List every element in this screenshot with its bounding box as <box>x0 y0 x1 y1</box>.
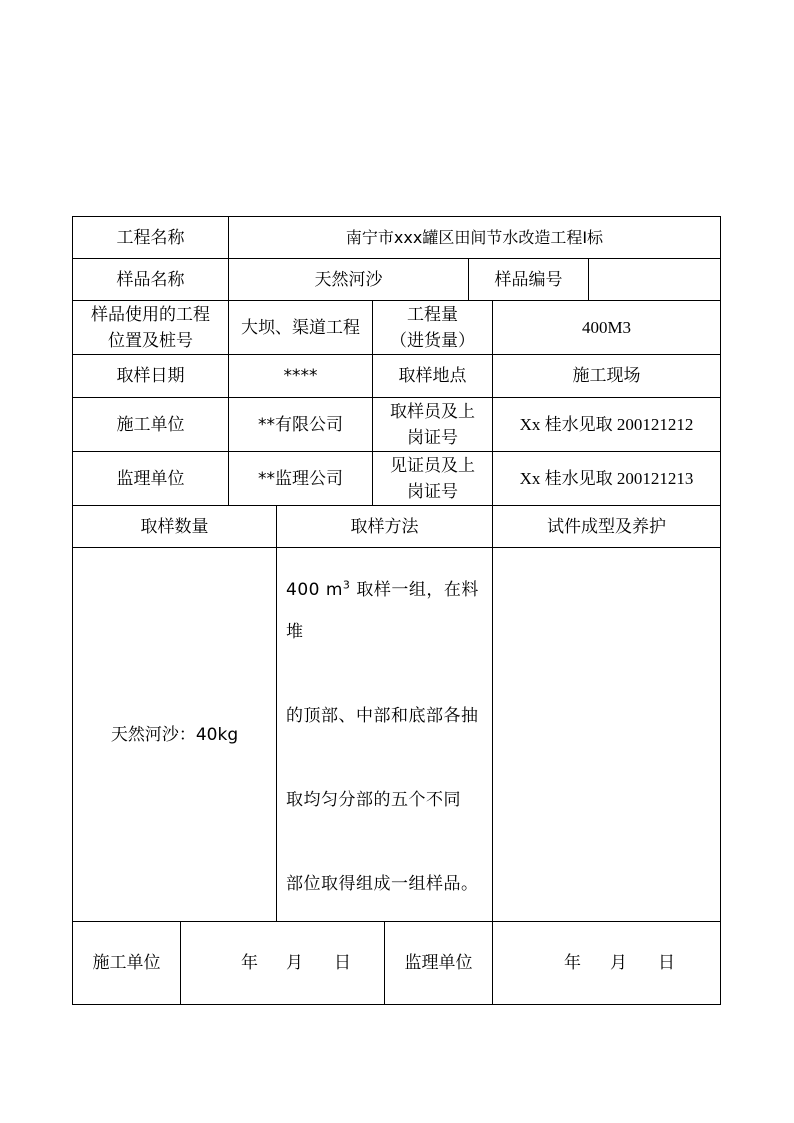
witness-value: Xx 桂水见取 200121213 <box>519 468 694 488</box>
method-line-4: 部位取得组成一组样品。 <box>286 873 479 894</box>
project-name-label: 工程名称 <box>116 227 185 248</box>
year-label: 年 <box>564 953 581 973</box>
method-line-3: 取均匀分部的五个不同 <box>286 789 461 810</box>
footer-supervision-unit-label: 监理单位 <box>404 953 473 973</box>
sample-name-value: 天然河沙 <box>314 269 383 290</box>
day-label: 日 <box>334 953 351 973</box>
year-label: 年 <box>241 953 258 973</box>
supervision-unit-value: **监理公司 <box>258 468 343 489</box>
col-header-quantity: 取样数量 <box>140 516 209 537</box>
month-label: 月 <box>286 953 303 973</box>
table-border-right <box>720 216 721 1005</box>
sampling-date-value: **** <box>283 366 318 386</box>
sampler-value: Xx 桂水见取 200121212 <box>519 414 694 434</box>
construction-unit-label: 施工单位 <box>116 414 185 435</box>
sampling-place-value: 施工现场 <box>572 366 641 386</box>
footer-construction-date <box>181 922 384 1004</box>
construction-unit-value: **有限公司 <box>258 414 343 435</box>
col-header-curing: 试件成型及养护 <box>547 516 666 537</box>
day-label: 日 <box>658 953 675 973</box>
usage-location-value: 大坝、渠道工程 <box>241 317 360 338</box>
footer-supervision-date <box>493 922 720 1004</box>
quantity-value: 400M3 <box>581 317 632 337</box>
sampler-label: 取样员及上 岗证号 <box>390 401 475 448</box>
quantity-label: 工程量 （进货量） <box>390 304 475 351</box>
col-header-method: 取样方法 <box>350 516 419 537</box>
table-border-bottom <box>72 1004 721 1005</box>
usage-location-label: 样品使用的工程 位置及桩号 <box>91 304 210 351</box>
sampling-quantity-value: 天然河沙：40kg <box>110 724 239 745</box>
project-name-value: 南宁市xxx罐区田间节水改造工程Ⅰ标 <box>345 227 604 247</box>
sampling-place-label: 取样地点 <box>398 366 467 386</box>
method-line-2: 的顶部、中部和底部各抽 <box>286 705 479 726</box>
sample-number-value <box>589 259 720 300</box>
sample-name-label: 样品名称 <box>116 269 185 290</box>
method-line-1: 400 $m^3$ 取样一组，在料堆 <box>286 577 479 642</box>
sampling-method-text <box>277 548 492 921</box>
month-label: 月 <box>610 953 627 973</box>
sample-number-label: 样品编号 <box>494 269 563 290</box>
sampling-date-label: 取样日期 <box>116 366 185 386</box>
footer-construction-unit-label: 施工单位 <box>92 953 161 973</box>
curing-value <box>493 548 720 921</box>
witness-label: 见证员及上 岗证号 <box>390 455 475 502</box>
supervision-unit-label: 监理单位 <box>116 468 185 489</box>
